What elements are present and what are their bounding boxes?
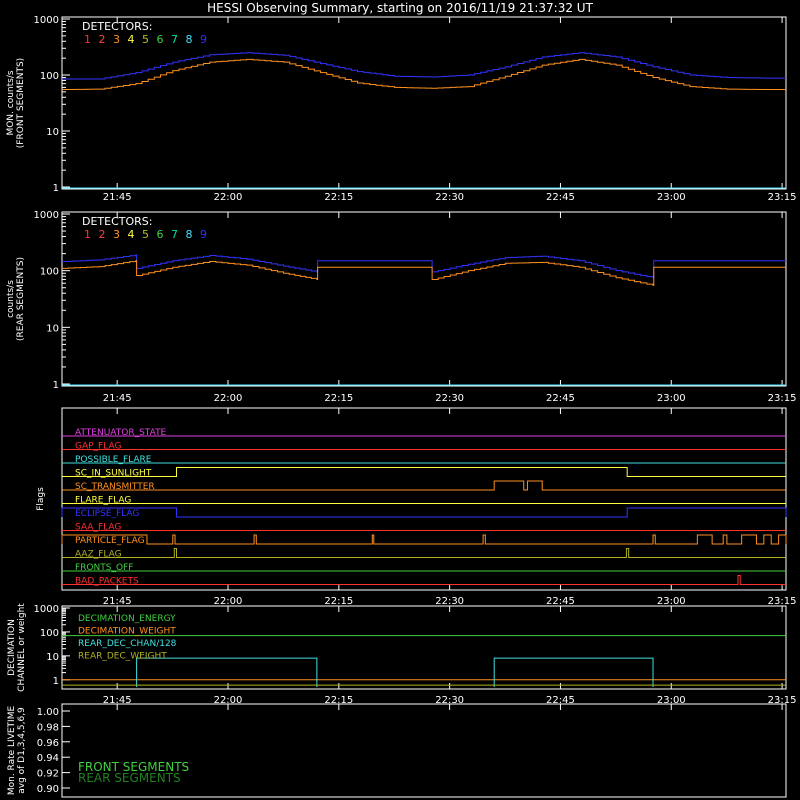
detector-number: 1 <box>84 33 91 46</box>
livetime-legend-entry: FRONT SEGMENTS <box>78 760 190 774</box>
x-tick-label: 22:00 <box>213 596 243 607</box>
series-line <box>62 261 786 286</box>
y-tick-label: 1.00 <box>36 707 59 718</box>
flags-panel <box>36 408 796 607</box>
flag-line <box>62 468 786 477</box>
detector-number: 5 <box>142 33 149 46</box>
x-tick-label: 21:45 <box>102 596 132 607</box>
detector-number: 7 <box>171 228 178 241</box>
y-tick-label: 10 <box>46 651 59 663</box>
x-tick-label: 22:00 <box>213 393 243 404</box>
x-tick-label: 23:00 <box>656 192 686 203</box>
y-tick-label: 1 <box>52 675 59 687</box>
rear-counts-panel <box>6 210 796 404</box>
flag-label: PARTICLE_FLAG <box>75 536 145 546</box>
y-tick-label: 1000 <box>33 210 59 221</box>
y-axis-label-line: (REAR SEGMENTS) <box>16 256 26 342</box>
y-tick-label: 10 <box>46 323 59 335</box>
x-tick-label: 23:00 <box>656 596 686 607</box>
y-tick-label: 1000 <box>33 15 59 26</box>
detectors-label: DETECTORS: <box>82 20 153 33</box>
x-tick-label: 22:30 <box>435 192 465 203</box>
x-tick-label: 22:45 <box>546 596 575 607</box>
flag-line <box>62 508 786 517</box>
decimation-legend-entry: DECIMATION_WEIGHT <box>78 626 176 637</box>
y-tick-label: 10 <box>46 127 59 138</box>
y-axis-label <box>6 257 26 341</box>
series-line <box>62 255 786 278</box>
x-tick-label: 21:45 <box>102 695 132 706</box>
livetime-legend-entry: REAR SEGMENTS <box>78 771 181 785</box>
y-axis-label-line: Mon. Rate LIVETIME <box>7 705 17 796</box>
y-axis-label-line: Flags <box>36 487 46 511</box>
detector-number: 8 <box>185 33 193 46</box>
x-tick-label: 22:00 <box>213 192 243 203</box>
y-tick-label: 0.96 <box>36 737 59 749</box>
x-tick-label: 22:15 <box>324 393 354 404</box>
series-line <box>62 53 786 79</box>
x-tick-label: 22:30 <box>435 596 465 607</box>
y-axis-label-line: counts/s <box>6 280 16 318</box>
x-tick-label: 22:15 <box>324 596 354 607</box>
flag-line <box>62 535 786 544</box>
livetime-panel <box>7 704 786 797</box>
detector-number: 5 <box>142 228 149 241</box>
detector-number: 3 <box>113 228 120 241</box>
flag-label: POSSIBLE_FLARE <box>75 455 152 465</box>
detector-number: 3 <box>113 33 120 46</box>
x-tick-label: 23:00 <box>656 393 686 404</box>
detector-number: 2 <box>98 228 106 241</box>
x-tick-label: 22:15 <box>324 192 354 203</box>
x-tick-label: 22:00 <box>213 695 243 706</box>
decimation-legend-entry: REAR_DEC_WEIGHT <box>78 651 167 662</box>
detector-number: 6 <box>156 228 164 241</box>
x-tick-label: 22:45 <box>546 192 575 203</box>
flag-label: AAZ_FLAG <box>75 549 122 560</box>
y-axis-label <box>6 58 26 148</box>
x-tick-label: 22:15 <box>324 695 354 706</box>
detector-number: 1 <box>84 228 91 241</box>
x-tick-label: 21:45 <box>102 192 132 203</box>
flag-label: ATTENUATOR_STATE <box>75 428 167 438</box>
detector-number: 9 <box>200 228 207 241</box>
detectors-label: DETECTORS: <box>82 215 153 228</box>
y-tick-label: 0.94 <box>36 753 59 765</box>
y-axis-label <box>7 603 27 692</box>
page-title: HESSI Observing Summary, starting on 2016/11/19 21:37:32 UT <box>207 1 593 15</box>
y-tick-label: 1 <box>52 380 59 391</box>
flag-label: SC_IN_SUNLIGHT <box>75 468 152 479</box>
detector-number: 4 <box>127 228 135 241</box>
y-axis-label-line: MON. counts/s <box>6 70 16 136</box>
flag-label: SC_TRANSMITTER <box>75 482 155 492</box>
x-tick-label: 22:30 <box>435 393 465 404</box>
flag-label: BAD_PACKETS <box>75 576 139 587</box>
x-tick-label: 23:15 <box>767 393 797 404</box>
decimation-legend-entry: DECIMATION_ENERGY <box>78 614 176 624</box>
x-tick-label: 22:30 <box>435 695 465 706</box>
flag-line <box>62 481 786 490</box>
y-tick-label: 0.90 <box>36 784 59 795</box>
y-tick-label: 100 <box>39 266 59 278</box>
flag-label: SAA_FLAG <box>75 522 122 533</box>
decimation-legend-entry: REAR_DEC_CHAN/128 <box>78 639 177 649</box>
y-tick-label: 1000 <box>33 604 59 615</box>
y-axis-label-line: (FRONT SEGMENTS) <box>16 57 26 149</box>
y-axis-label <box>36 487 46 511</box>
flag-label: GAP_FLAG <box>75 441 122 452</box>
y-axis-label-line: DECIMATION <box>7 619 17 676</box>
y-axis-label-line: avg of D1,3,4,5,6,9 <box>17 707 27 794</box>
x-tick-label: 23:00 <box>656 695 686 706</box>
flag-label: FRONTS_OFF <box>75 563 134 573</box>
x-tick-label: 23:15 <box>767 596 797 607</box>
flag-line <box>62 576 786 585</box>
detector-number: 6 <box>156 33 164 46</box>
y-tick-label: 100 <box>39 627 59 639</box>
y-tick-label: 100 <box>39 71 59 82</box>
detector-number: 2 <box>98 33 106 46</box>
flag-line <box>62 549 786 558</box>
y-tick-label: 1 <box>52 183 59 194</box>
decimation-panel <box>7 603 796 706</box>
x-tick-label: 22:45 <box>546 695 575 706</box>
y-axis-label <box>7 706 27 796</box>
x-tick-label: 23:15 <box>767 192 797 203</box>
detector-number: 7 <box>171 33 178 46</box>
detector-number: 4 <box>127 33 135 46</box>
x-tick-label: 22:45 <box>546 393 575 404</box>
flag-label: FLARE_FLAG <box>75 495 132 506</box>
x-tick-label: 23:15 <box>767 695 797 706</box>
plot-frame <box>62 408 786 590</box>
front-counts-panel <box>6 15 796 203</box>
flag-label: ECLIPSE_FLAG <box>75 509 140 519</box>
detector-number: 8 <box>185 228 193 241</box>
x-tick-label: 21:45 <box>102 393 132 404</box>
y-tick-label: 0.92 <box>36 768 59 780</box>
y-axis-label-line: CHANNEL or weight <box>17 603 27 692</box>
detector-number: 9 <box>200 33 207 46</box>
decimation-series-line <box>137 658 653 687</box>
y-tick-label: 0.98 <box>36 722 59 734</box>
